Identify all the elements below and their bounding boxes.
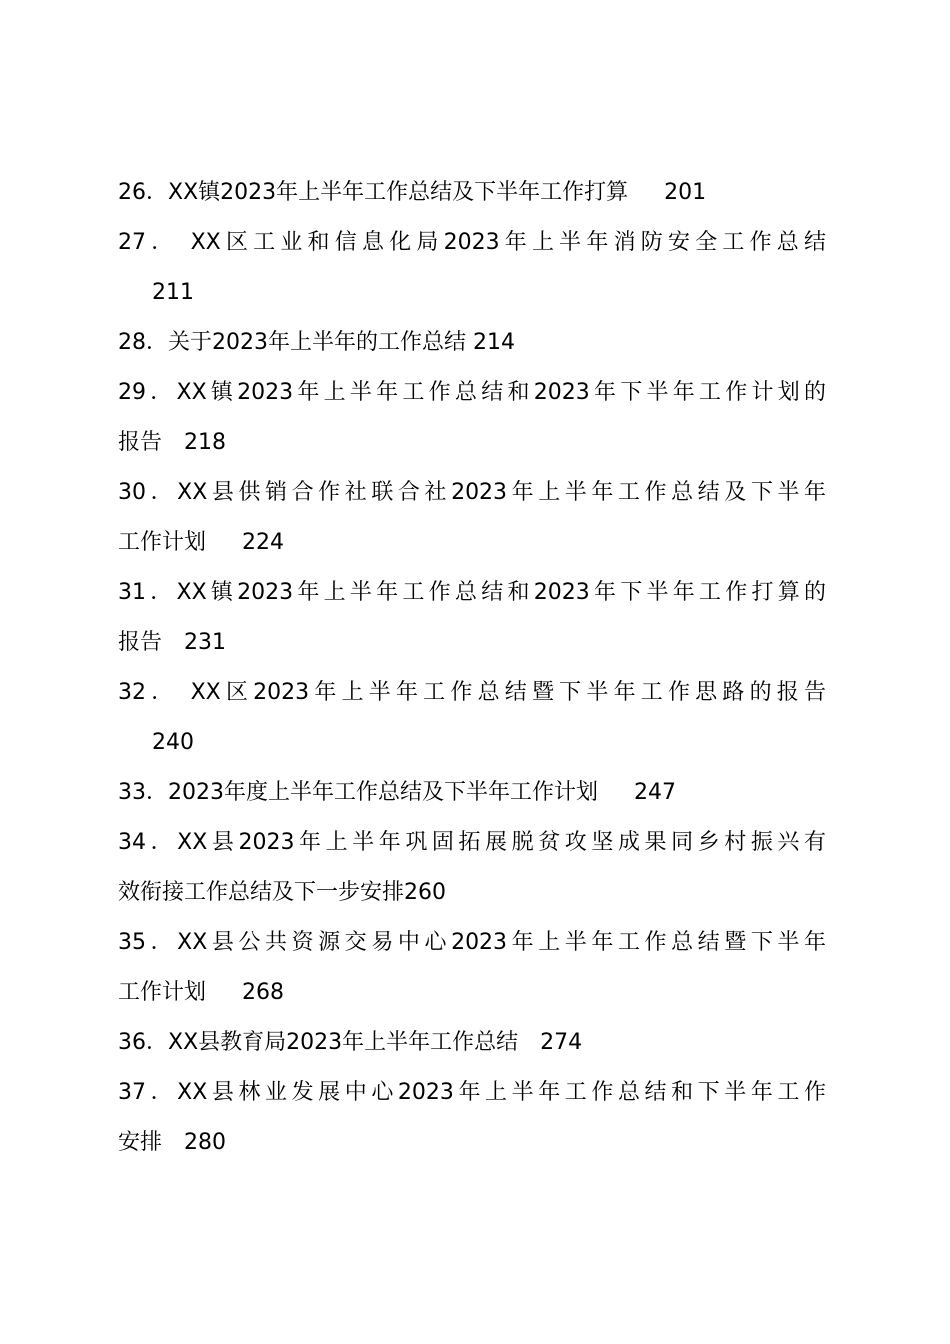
toc-entry-line: 29．XX镇2023年上半年工作总结和2023年下半年工作计划的 — [118, 380, 826, 405]
toc-entry-line — [118, 868, 826, 918]
toc-entry-number: 26 — [118, 180, 146, 205]
toc-entry-title-cont: 工作计划 — [118, 980, 207, 1005]
toc-entry-37[interactable] — [118, 1068, 826, 1168]
toc-entry-title: XX县2023年上半年巩固拓展脱贫攻坚成果同乡村振兴有 — [177, 830, 826, 855]
toc-entry-title: XX镇2023年上半年工作总结和2023年下半年工作计划的 — [176, 380, 826, 405]
toc-entry-27[interactable] — [118, 218, 826, 318]
toc-entry-title: XX县林业发展中心2023年上半年工作总结和下半年工作 — [177, 1080, 826, 1105]
toc-entry-line: 28．关于2023年上半年的工作总结 214 — [118, 330, 516, 355]
toc-entry-title: XX县教育局2023年上半年工作总结 — [168, 1030, 519, 1055]
toc-entry-number: 29 — [118, 380, 146, 405]
toc-entry-31[interactable] — [118, 568, 826, 668]
toc-entry-page: 201 — [664, 180, 707, 205]
toc-entry-32[interactable] — [118, 668, 826, 768]
toc-entry-page: 218 — [184, 430, 227, 455]
toc-entry-line: 36．XX县教育局2023年上半年工作总结 274 — [118, 1030, 583, 1055]
toc-entry-page: 280 — [184, 1130, 227, 1155]
toc-entry-page: 231 — [184, 630, 227, 655]
toc-entry-35[interactable] — [118, 918, 826, 1018]
toc-entry-number: 33 — [118, 780, 146, 805]
toc-entry-line — [118, 968, 826, 1018]
toc-entry-number: 28 — [118, 330, 146, 355]
toc-entry-page: 240 — [152, 730, 194, 755]
toc-entry-title: XX县供销合作社联合社2023年上半年工作总结及下半年 — [177, 480, 826, 505]
toc-entry-number: 36 — [118, 1030, 146, 1055]
toc-entry-number: 34 — [118, 830, 146, 855]
toc-entry-page: 224 — [242, 530, 285, 555]
toc-entry-29[interactable] — [118, 368, 826, 468]
toc-entry-line: 33．2023年度上半年工作总结及下半年工作计划 247 — [118, 780, 677, 805]
toc-entry-line: 35．XX县公共资源交易中心2023年上半年工作总结暨下半年 — [118, 930, 826, 955]
toc-entry-line: 30．XX县供销合作社联合社2023年上半年工作总结及下半年 — [118, 480, 826, 505]
toc-entry-number: 35 — [118, 930, 146, 955]
toc-entry-title-cont: 工作计划 — [118, 530, 207, 555]
toc-entry-page: 260 — [404, 880, 447, 905]
toc-entry-line: 34．XX县2023年上半年巩固拓展脱贫攻坚成果同乡村振兴有 — [118, 830, 826, 855]
toc-entry-number: 27 — [118, 230, 146, 255]
toc-entry-line: 37．XX县林业发展中心2023年上半年工作总结和下半年工作 — [118, 1080, 826, 1105]
toc-entry-line — [118, 418, 826, 468]
toc-entry-page: 247 — [634, 780, 677, 805]
toc-entry-34[interactable] — [118, 818, 826, 918]
toc-entry-title-cont: 报告 — [118, 430, 163, 455]
toc-entry-page: 211 — [152, 280, 194, 305]
toc-entry-line: 26．XX镇2023年上半年工作总结及下半年工作打算 201 — [118, 180, 707, 205]
toc-entry-page: 268 — [242, 980, 285, 1005]
toc-entry-title: 关于2023年上半年的工作总结 — [168, 330, 467, 355]
toc-entry-line — [118, 1118, 826, 1168]
toc-entry-line — [118, 268, 826, 318]
toc-entry-28[interactable] — [118, 318, 826, 368]
toc-entry-page: 274 — [540, 1030, 583, 1055]
toc-entry-line — [118, 518, 826, 568]
toc-entry-line — [118, 718, 826, 768]
toc-entry-line: 31．XX镇2023年上半年工作总结和2023年下半年工作打算的 — [118, 580, 826, 605]
toc-entry-title: 2023年度上半年工作总结及下半年工作计划 — [168, 780, 599, 805]
toc-entry-title-cont: 安排 — [118, 1130, 163, 1155]
toc-entry-number: 37 — [118, 1080, 146, 1105]
toc-entry-title: XX县公共资源交易中心2023年上半年工作总结暨下半年 — [177, 930, 826, 955]
toc-entry-26[interactable] — [118, 168, 826, 218]
toc-entry-line: 27． XX区工业和信息化局2023年上半年消防安全工作总结 — [118, 230, 826, 255]
toc-entry-title: XX镇2023年上半年工作总结和2023年下半年工作打算的 — [176, 580, 826, 605]
toc-entry-number: 30 — [118, 480, 146, 505]
toc-entry-number: 32 — [118, 680, 146, 705]
toc-entry-page: 214 — [473, 330, 516, 355]
toc-entry-33[interactable] — [118, 768, 826, 818]
toc-entry-line — [118, 618, 826, 668]
toc-entry-30[interactable] — [118, 468, 826, 568]
toc-entry-number: 31 — [118, 580, 146, 605]
toc-entry-title: XX区工业和信息化局2023年上半年消防安全工作总结 — [190, 230, 826, 255]
toc-entry-title: XX区2023年上半年工作总结暨下半年工作思路的报告 — [190, 680, 826, 705]
toc-entry-title-cont: 报告 — [118, 630, 163, 655]
toc-entry-36[interactable] — [118, 1018, 826, 1068]
toc-entry-line: 32． XX区2023年上半年工作总结暨下半年工作思路的报告 — [118, 680, 826, 705]
toc-entry-title-cont: 效衔接工作总结及下一步安排 — [118, 880, 405, 905]
table-of-contents — [118, 168, 826, 1168]
toc-entry-title: XX镇2023年上半年工作总结及下半年工作打算 — [168, 180, 629, 205]
